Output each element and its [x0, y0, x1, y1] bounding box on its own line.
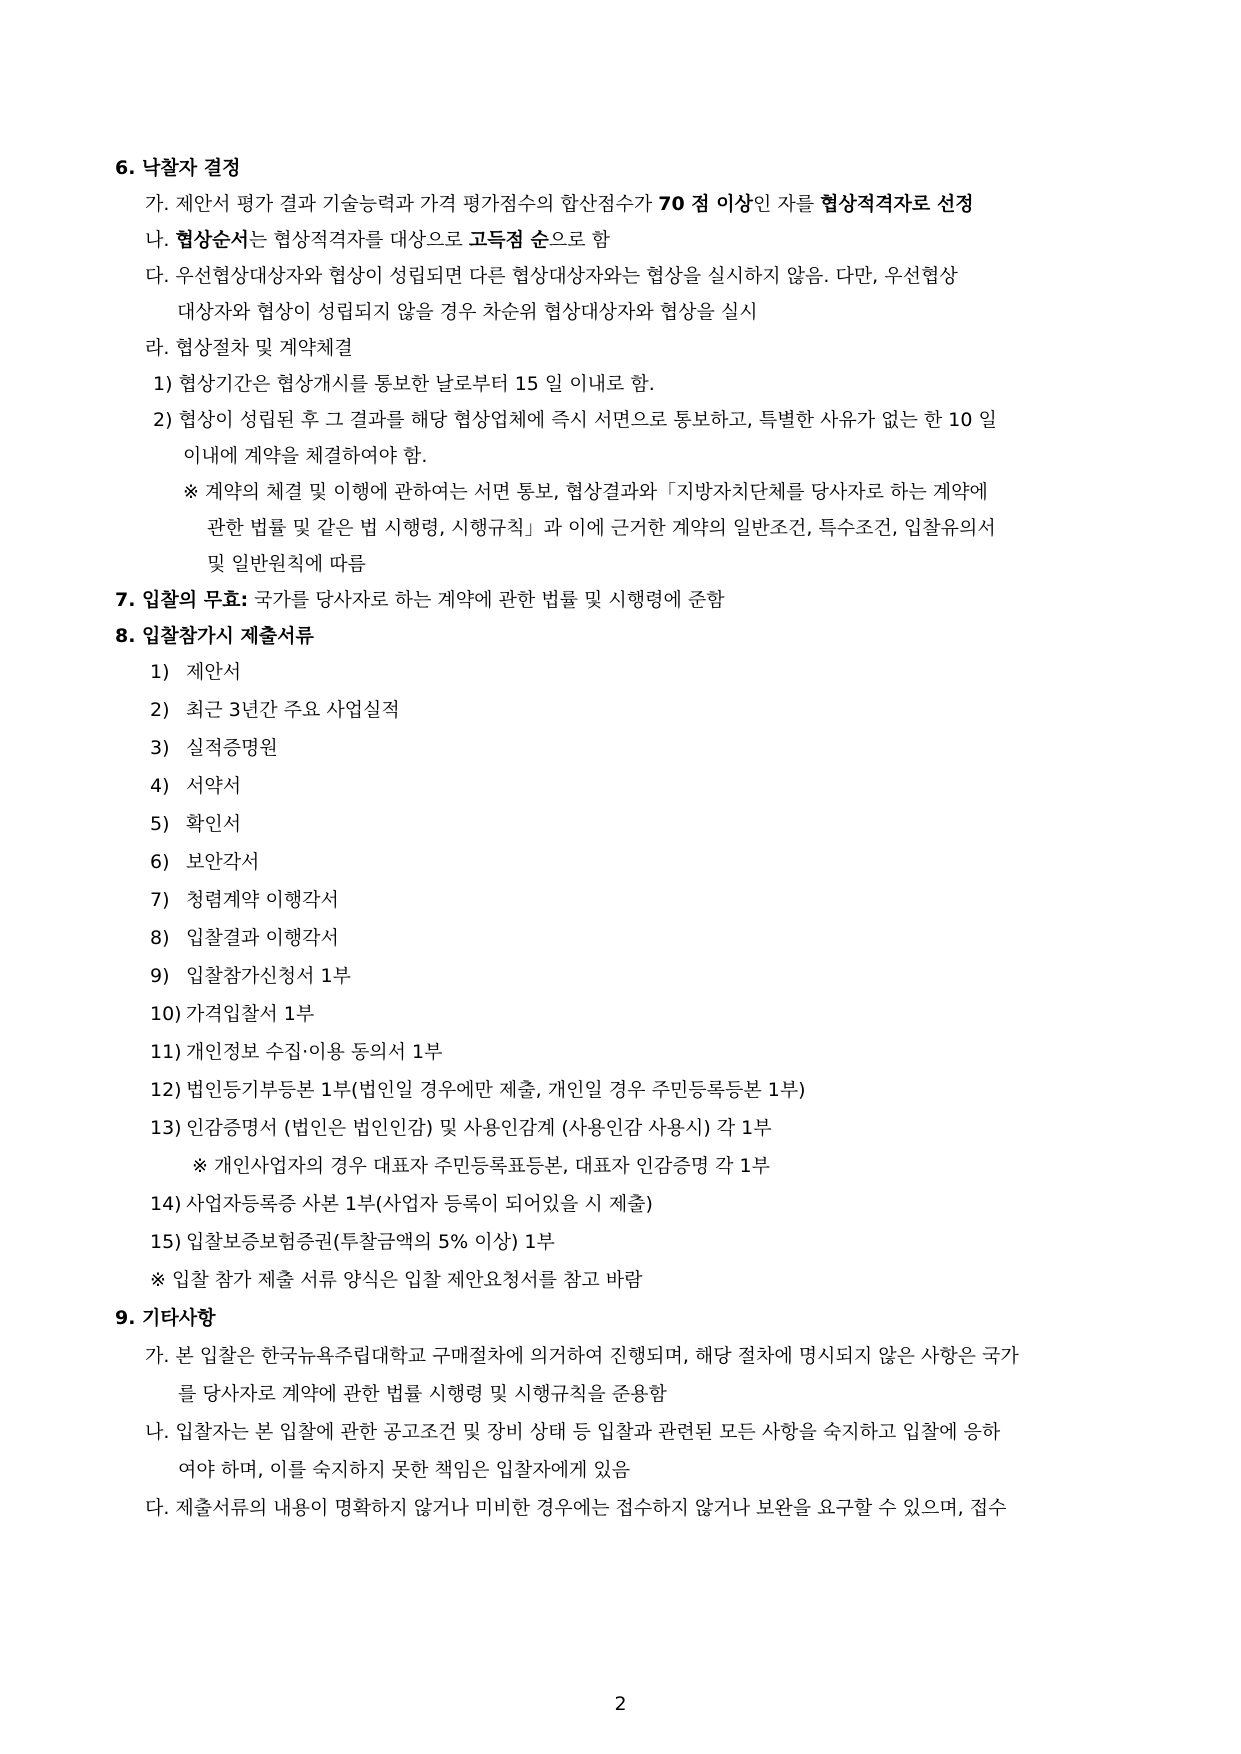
section-9-item-ga: 가. 본 입찰은 한국뉴욕주립대학교 구매절차에 의거하여 진행되며, 해당 절차에 명시되지 않은 사항은 국가 — [145, 1345, 1019, 1367]
doc-list-item: 15) 입찰보증보험증권(투찰금액의 5% 이상) 1부 — [150, 1231, 555, 1253]
doc-list-item: 6) 보안각서 — [150, 851, 260, 873]
section-9-item-ga-cont: 를 당사자로 계약에 관한 법률 시행령 및 시행규칙을 준용함 — [178, 1383, 667, 1405]
doc-list-item: 4) 서약서 — [150, 775, 242, 797]
page-number: 2 — [614, 1693, 627, 1715]
doc-list-item: 9) 입찰참가신청서 1부 — [150, 965, 351, 987]
doc-list-item: 1) 제안서 — [150, 661, 242, 683]
section-6-item-ga: 가. 제안서 평가 결과 기술능력과 가격 평가점수의 합산점수가 70 점 이상인 자를 협상적격자로 선정 — [145, 193, 974, 215]
section-6-note-line-3: 및 일반원칙에 따름 — [207, 553, 366, 575]
section-6-ra-sub-2-cont: 이내에 계약을 체결하여야 함. — [183, 445, 428, 467]
section-6-note-line-2: 관한 법률 및 같은 법 시행령, 시행규칙」과 이에 근거한 계약의 일반조건, 특수조건, 입찰유의서 — [207, 517, 996, 539]
section-9-item-da: 다. 제출서류의 내용이 명확하지 않거나 미비한 경우에는 접수하지 않거나 보완을 요구할 수 있으며, 접수 — [145, 1497, 1007, 1519]
section-8-heading: 8. 입찰참가시 제출서류 — [115, 625, 314, 647]
section-7: 7. 입찰의 무효: 국가를 당사자로 하는 계약에 관한 법률 및 시행령에 준함 — [115, 589, 725, 611]
doc-list-item: 12) 법인등기부등본 1부(법인일 경우에만 제출, 개인일 경우 주민등록등본 1부) — [150, 1079, 806, 1101]
doc-list-item: 7) 청렴계약 이행각서 — [150, 889, 339, 911]
doc-list-note: ※ 개인사업자의 경우 대표자 주민등록표등본, 대표자 인감증명 각 1부 — [192, 1155, 770, 1177]
doc-list-item: 10) 가격입찰서 1부 — [150, 1003, 315, 1025]
doc-list-item: 8) 입찰결과 이행각서 — [150, 927, 339, 949]
doc-list-item: 14) 사업자등록증 사본 1부(사업자 등록이 되어있을 시 제출) — [150, 1193, 653, 1215]
section-6-heading: 6. 낙찰자 결정 — [115, 157, 241, 179]
section-6-note-line-1: ※ 계약의 체결 및 이행에 관하여는 서면 통보, 협상결과와「지방자치단체를 당사자로 하는 계약에 — [183, 481, 988, 503]
section-9-heading: 9. 기타사항 — [115, 1307, 216, 1329]
doc-list-item: 11) 개인정보 수집·이용 동의서 1부 — [150, 1041, 443, 1063]
doc-list-item: 13) 인감증명서 (법인은 법인인감) 및 사용인감계 (사용인감 사용시) 각 1부 — [150, 1117, 772, 1139]
section-6-item-na: 나. 협상순서는 협상적격자를 대상으로 고득점 순으로 함 — [145, 229, 611, 251]
doc-list-item: 5) 확인서 — [150, 813, 242, 835]
section-6-ra-sub-2: 2) 협상이 성립된 후 그 결과를 해당 협상업체에 즉시 서면으로 통보하고, 특별한 사유가 없는 한 10 일 — [153, 409, 997, 431]
section-6-item-ra: 라. 협상절차 및 계약체결 — [145, 337, 353, 359]
section-6-item-da: 다. 우선협상대상자와 협상이 성립되면 다른 협상대상자와는 협상을 실시하지 않음. 다만, 우선협상 — [145, 265, 958, 287]
doc-list-item: 3) 실적증명원 — [150, 737, 278, 759]
section-9-item-na-cont: 여야 하며, 이를 숙지하지 못한 책임은 입찰자에게 있음 — [178, 1459, 631, 1481]
section-9-item-na: 나. 입찰자는 본 입찰에 관한 공고조건 및 장비 상태 등 입찰과 관련된 모든 사항을 숙지하고 입찰에 응하 — [145, 1421, 1001, 1443]
doc-list-footnote: ※ 입찰 참가 제출 서류 양식은 입찰 제안요청서를 참고 바람 — [150, 1269, 643, 1291]
section-6-item-da-cont: 대상자와 협상이 성립되지 않을 경우 차순위 협상대상자와 협상을 실시 — [177, 301, 758, 323]
doc-list-item: 2) 최근 3년간 주요 사업실적 — [150, 699, 400, 721]
section-6-ra-sub-1: 1) 협상기간은 협상개시를 통보한 날로부터 15 일 이내로 함. — [153, 373, 655, 395]
